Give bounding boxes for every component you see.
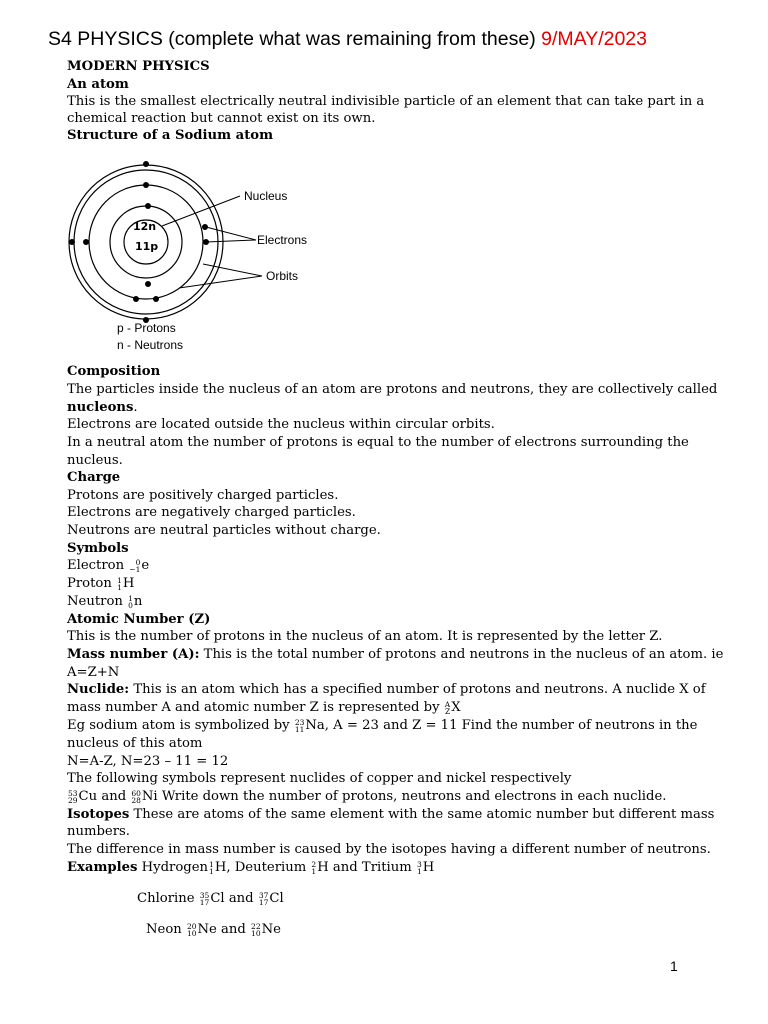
proton-count: 11p (135, 240, 159, 253)
neutron-count: 12n (133, 220, 157, 233)
mass-number-definition: This is the total number of protons and neutrons in the nucleus of an atom. ie (199, 647, 724, 662)
cu-ni-question: Write down the number of protons, neutrons and electrons in each nuclide. (157, 789, 667, 804)
nuclide-scripts (129, 559, 140, 573)
atomic-number-definition: This is the number of protons in the nucleus of an atom. It is represented by the letter Z. (67, 629, 663, 644)
mass-number: 1 (128, 593, 133, 603)
atom-definition-line-2: chemical reaction but cannot exist on its own. (67, 111, 376, 126)
heading-an-atom: An atom (67, 77, 129, 92)
symbol-electron (67, 557, 149, 574)
electron-symbol: e (141, 558, 150, 573)
proton-label: Proton (67, 576, 112, 591)
electron-dot (133, 296, 139, 302)
composition-line-1: The particles inside the nucleus of an atom are protons and neutrons, they are collectively called (67, 382, 718, 397)
mass-number: 37 (258, 890, 269, 900)
electron-label: Electron (67, 558, 125, 573)
mass-number: 60 (131, 788, 141, 798)
label-nucleus: Nucleus (244, 189, 288, 203)
deuterium-label: , Deuterium (226, 860, 311, 875)
electron-dot (143, 161, 149, 167)
nuclide-definition: This is an atom which has a specified number of protons and neutrons. A nuclide X of (129, 682, 706, 697)
page-number: 1 (670, 958, 678, 974)
nuclide-line-1 (67, 681, 706, 698)
label-orbits: Orbits (266, 269, 299, 283)
atomic-number: 10 (251, 928, 261, 938)
header-date: 9/MAY/2023 (541, 28, 647, 50)
symbol-proton (67, 575, 134, 592)
composition-line-4: In a neutral atom the number of protons is equal to the number of electrons surrounding the (67, 435, 689, 450)
period: . (133, 400, 138, 415)
nuclide-definition-cont: mass number A and atomic number Z is represented by (67, 700, 440, 715)
heading-charge: Charge (67, 470, 121, 485)
nuclide-scripts (259, 892, 269, 906)
tritium-label: and Tritium (328, 860, 416, 875)
atomic-number: 28 (131, 795, 141, 805)
electron-dot (145, 281, 151, 287)
and-text: and (216, 922, 251, 937)
mass-number: 1 (209, 859, 214, 869)
electron-dot (83, 239, 89, 245)
mass-number-heading: Mass number (A): (67, 647, 200, 662)
neutron-symbol: n (133, 594, 143, 609)
atomic-number: 1 (209, 866, 214, 876)
legend-neutrons: n - Neutrons (117, 338, 184, 352)
charge-line-2: Electrons are negatively charged particles. (67, 505, 356, 520)
page-header (48, 28, 647, 51)
section-heading-modern-physics: MODERN PHYSICS (67, 59, 210, 74)
nuclide-scripts (68, 790, 78, 804)
chlorine-35-symbol: Cl (210, 891, 225, 906)
nuclide-scripts (445, 701, 450, 715)
composition-line-5: nucleus. (67, 453, 123, 468)
composition-line-3: Electrons are located outside the nucleus within circular orbits. (67, 417, 495, 432)
hydrogen-label: Hydrogen (137, 860, 209, 875)
atomic-number: 1 (117, 582, 122, 592)
examples-line (67, 859, 434, 876)
symbol-neutron (67, 593, 142, 610)
mass-number: 22 (251, 921, 261, 931)
nuclide-scripts (187, 923, 197, 937)
atomic-number: 11 (294, 724, 305, 734)
nuclide-scripts (117, 577, 122, 591)
heading-symbols: Symbols (67, 541, 129, 556)
isotopes-difference: The difference in mass number is caused by the isotopes having a different number of neutrons. (67, 842, 711, 857)
copper-symbol: Cu (78, 789, 98, 804)
nickel-symbol: Ni (141, 789, 158, 804)
atomic-number: 1 (416, 866, 422, 876)
chlorine-example (137, 891, 284, 906)
nuclide-scripts (251, 923, 261, 937)
atomic-number: 17 (199, 897, 210, 907)
nuclide-line-2 (67, 699, 461, 716)
mass-number: 3 (416, 859, 422, 869)
heading-atomic-number: Atomic Number (Z) (67, 612, 211, 627)
isotopes-line-1 (67, 806, 714, 823)
atomic-number: 10 (186, 928, 197, 938)
example-line-2: nucleus of this atom (67, 736, 203, 751)
header-title: S4 PHYSICS (complete what was remaining from these) (48, 28, 536, 50)
nuclide-scripts (131, 790, 141, 804)
nuclide-scripts (311, 861, 316, 875)
mass-number: 53 (68, 788, 78, 798)
electron-dot (153, 296, 159, 302)
nuclide-scripts (295, 719, 305, 733)
nucleons-term: nucleons (67, 400, 134, 415)
mass-number: 23 (294, 717, 305, 727)
atomic-number: −1 (129, 564, 141, 574)
chlorine-37-symbol: Cl (269, 891, 284, 906)
heading-structure: Structure of a Sodium atom (67, 128, 274, 143)
example-text: Eg sodium atom is symbolized by (67, 718, 290, 733)
examples-heading: Examples (67, 860, 138, 875)
charge-line-1: Protons are positively charged particles. (67, 488, 339, 503)
isotopes-definition: These are atoms of the same element with the same atomic number but different mass (129, 807, 715, 822)
composition-line-2 (67, 399, 138, 416)
nuclide-scripts (128, 595, 133, 609)
isotopes-line-2: numbers. (67, 824, 131, 839)
electron-dot (143, 182, 149, 188)
mass-number: 0 (135, 557, 141, 567)
neon-20-symbol: Ne (197, 922, 217, 937)
cu-ni-line-2 (67, 788, 666, 805)
tritium-symbol: H (422, 860, 435, 875)
nuclide-scripts (209, 861, 214, 875)
sodium-atom-diagram (60, 156, 340, 356)
atomic-number: 1 (311, 866, 317, 876)
charge-line-3: Neutrons are neutral particles without charge. (67, 523, 381, 538)
hydrogen-symbol: H (214, 860, 227, 875)
mass-number-line (67, 646, 723, 663)
neon-label: Neon (146, 922, 186, 937)
isotopes-heading: Isotopes (67, 807, 130, 822)
example-line-3: N=A-Z, N=23 – 11 = 12 (67, 754, 229, 769)
atomic-number: 0 (128, 600, 133, 610)
leader-lines (162, 196, 262, 288)
sodium-symbol: Na (305, 718, 325, 733)
proton-symbol: H (122, 576, 135, 591)
legend-protons: p - Protons (117, 321, 176, 335)
deuterium-symbol: H (317, 860, 329, 875)
chlorine-label: Chlorine (137, 891, 199, 906)
and-text: and (97, 789, 131, 804)
electron-dot (69, 239, 75, 245)
nuclide-heading: Nuclide: (67, 682, 130, 697)
and-text: and (224, 891, 258, 906)
neutron-label: Neutron (67, 594, 123, 609)
mass-number: 35 (199, 890, 210, 900)
label-electrons: Electrons (257, 233, 308, 247)
mass-number: A (444, 699, 451, 709)
heading-composition: Composition (67, 364, 161, 379)
neon-example (146, 922, 281, 937)
electron-dot (145, 203, 151, 209)
example-line-1 (67, 717, 697, 734)
atomic-number: 17 (258, 897, 269, 907)
mass-number: 20 (186, 921, 197, 931)
example-text-cont: , A = 23 and Z = 11 Find the number of neutrons in the (324, 718, 698, 733)
neon-22-symbol: Ne (261, 922, 281, 937)
atomic-number: Z (444, 706, 451, 716)
mass-formula: A=Z+N (67, 665, 120, 680)
cu-ni-line-1: The following symbols represent nuclides of copper and nickel respectively (67, 771, 572, 786)
atom-definition-line-1: This is the smallest electrically neutral indivisible particle of an element that can take part in a (67, 94, 705, 109)
mass-number: 2 (311, 859, 317, 869)
generic-symbol: X (451, 700, 461, 715)
nuclide-scripts (200, 892, 210, 906)
nuclide-scripts (417, 861, 422, 875)
atomic-number: 29 (68, 795, 78, 805)
mass-number: 1 (117, 575, 122, 585)
